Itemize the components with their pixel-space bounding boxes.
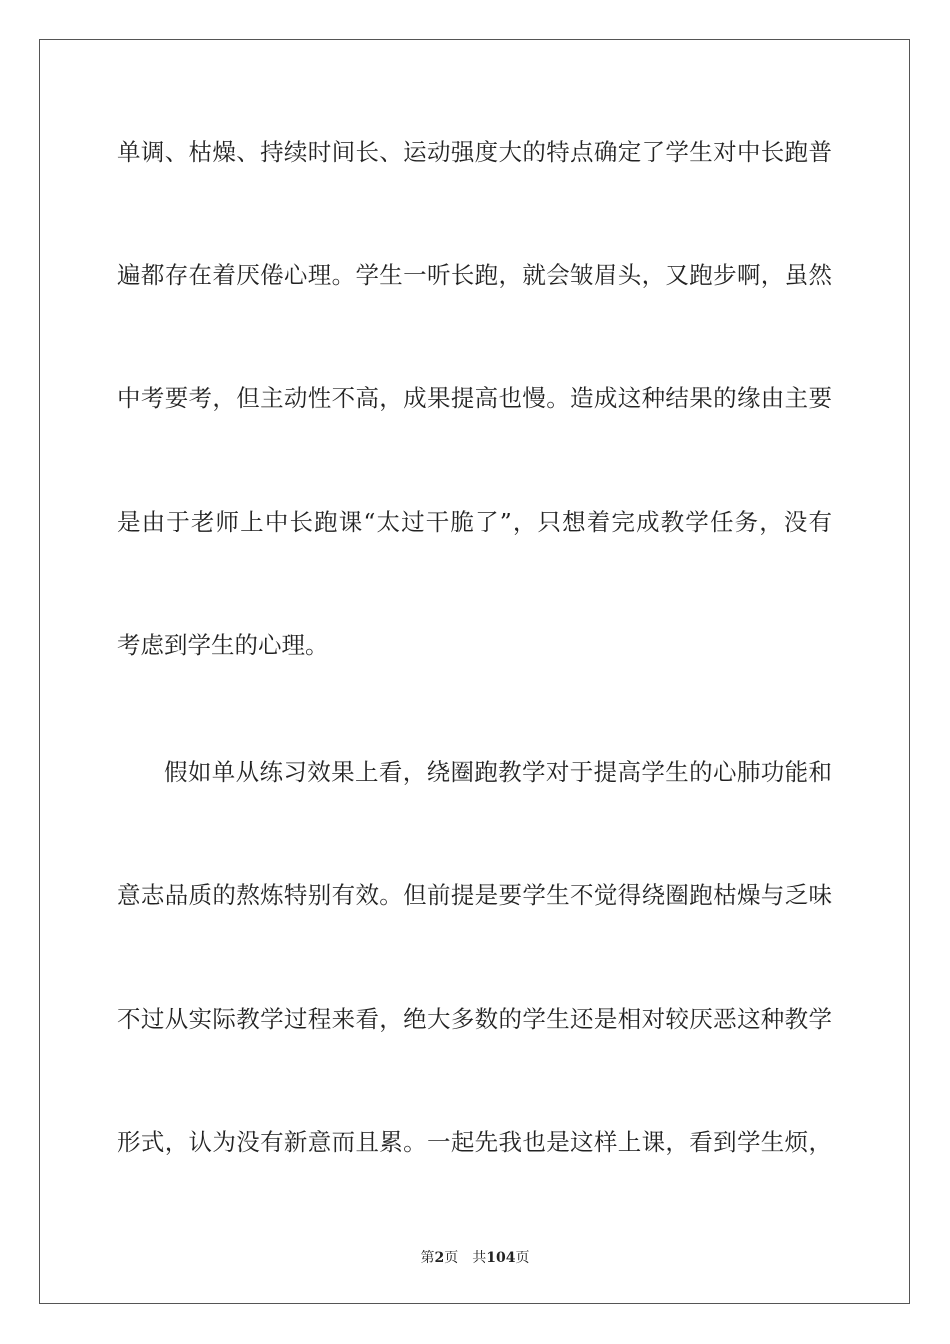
page-frame bbox=[39, 39, 910, 1304]
paragraph-line: 假如单从练习效果上看，绕圈跑教学对于提高学生的心肺功能和 bbox=[164, 758, 832, 786]
paragraph-line: 不过从实际教学过程来看，绝大多数的学生还是相对较厌恶这种教学 bbox=[117, 1005, 832, 1033]
paragraph-line: 遍都存在着厌倦心理。学生一听长跑，就会皱眉头，又跑步啊，虽然 bbox=[117, 261, 832, 289]
total-pages: 104 bbox=[486, 1250, 516, 1266]
paragraph-line: 中考要考，但主动性不高，成果提高也慢。造成这种结果的缘由主要 bbox=[117, 384, 832, 412]
page-number: 2 bbox=[434, 1250, 445, 1266]
total-prefix: 共 bbox=[472, 1250, 487, 1266]
paragraph-line: 单调、枯燥、持续时间长、运动强度大的特点确定了学生对中长跑普 bbox=[117, 138, 832, 166]
page-prefix: 第 bbox=[420, 1250, 435, 1266]
paragraph-line: 考虑到学生的心理。 bbox=[117, 631, 329, 659]
total-suffix: 页 bbox=[515, 1250, 530, 1266]
page-footer bbox=[0, 1247, 950, 1267]
page-suffix: 页 bbox=[444, 1250, 459, 1266]
paragraph-line: 意志品质的熬炼特别有效。但前提是要学生不觉得绕圈跑枯燥与乏味 bbox=[117, 881, 832, 909]
paragraph-line: 是由于老师上中长跑课“太过干脆了”，只想着完成教学任务，没有 bbox=[117, 508, 832, 536]
paragraph-line: 形式，认为没有新意而且累。一起先我也是这样上课，看到学生烦， bbox=[117, 1128, 832, 1156]
